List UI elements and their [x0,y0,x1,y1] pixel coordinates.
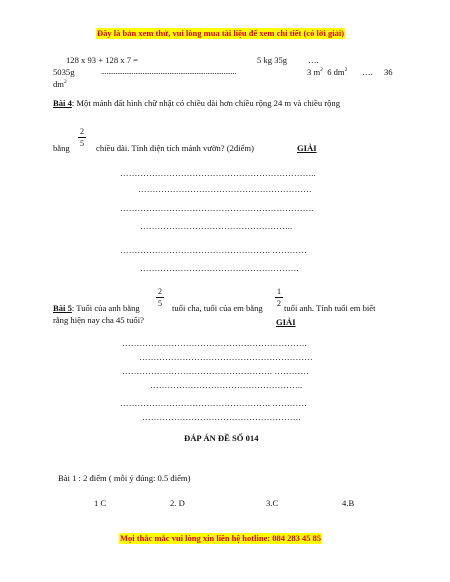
bai4-question: Bài 4: Một mảnh đất hình chữ nhật có chiều dài hơn chiều rộng 24 m và chiều rộng [53,98,341,108]
bai5-fraction-2: 1 2 [277,287,281,308]
bai4-rest: chiều dài. Tính diện tích mảnh vườn? (2điểm) [96,143,254,153]
bai5-fraction-1: 2 5 [158,287,162,308]
answer-line: ……………………………………………. ………… [122,366,310,376]
answer-key-title: ĐÁP ÁN ĐỀ SỐ 014 [184,433,259,443]
bai4-giai: GIẢI [297,143,317,153]
mass-dots: …. [308,55,319,65]
answer-line: ………………………………………………………….. [120,168,316,178]
bai5-text-c: tuổi anh. Tính tuổi em biết [284,303,376,313]
preview-banner: Đây là bản xem thử, vui lòng mua tài liệu để xem chi tiết (có lời giải) [97,28,345,38]
hotline-banner: Mọi thắc mắc vui lòng xin liên hệ hotline: 084 283 45 85 [120,533,322,543]
answer-line: ………………………………………………………. [122,338,307,348]
mass-unit-value: 5035g [53,67,75,77]
answer-line: ………………………………………………. [140,263,299,273]
bai5-line2: rằng hiện nay cha 45 tuổi? [53,315,144,325]
answer-line: …………………………………………………………. [120,203,314,213]
answer-3: 3.C [266,498,279,508]
answer-line: ……………………………………………. ………… [120,398,308,408]
bai5-label: Bài 5 [53,303,72,313]
answer-2: 2. D [170,498,185,508]
answer-1: 1 C [94,498,107,508]
leader-dots: ........................................................................... [101,67,237,76]
bai4-label: Bài 4 [53,98,72,108]
answer-4: 4.B [342,498,355,508]
bai5-text-b: tuổi cha, tuổi của em bằng [172,303,263,313]
answer-line: …………………………………………….. [150,380,303,390]
bai1-scoring: Bài 1 : 2 điểm ( mỗi ý đúng: 0.5 điểm) [58,473,191,483]
area-unit: $dm^2$ [53,79,67,89]
answer-line: ……………………………………………. ………… [120,245,308,255]
bai4-bang: bằng [53,143,70,153]
bai5-giai: GIẢI [276,317,296,327]
answer-line: ………………………………………………. [142,412,301,422]
answer-line: …………………………………………………… [138,184,312,194]
area-dots: …. [362,67,373,77]
answer-line: …………………………………………………… [139,352,313,362]
bai4-fraction: 2 5 [80,127,84,148]
answer-line: …………………………………………….. [140,221,293,231]
area-compare: 3 $m^2$ 6 $dm^2$ [307,67,348,77]
mass-expression: 5 kg 35g [257,55,288,65]
area-value: 36 [384,67,393,77]
bai5-question: Bài 5: Tuổi của anh bằng [53,303,140,313]
calc-expression: 128 x 93 + 128 x 7 = [66,55,138,65]
